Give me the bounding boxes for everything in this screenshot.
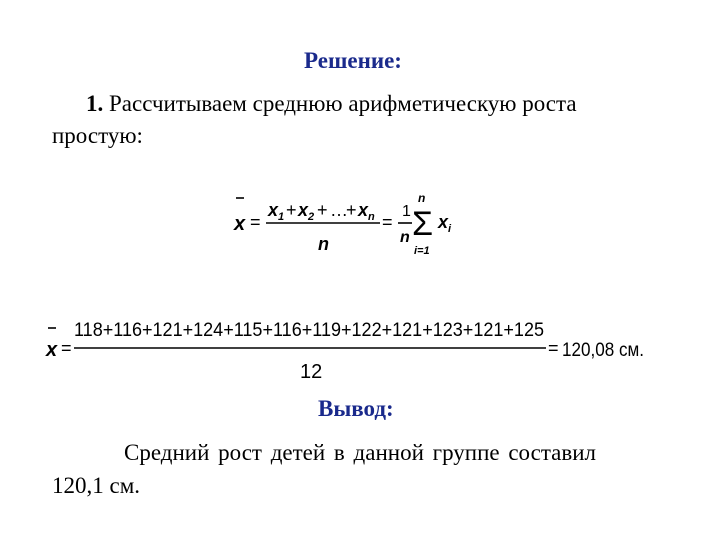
term-n: x (358, 200, 369, 220)
numeric-lhs: x (46, 339, 58, 361)
plus-2: + (317, 200, 328, 220)
one-over-n-numerator: 1 (402, 203, 411, 220)
plus-3: + (346, 200, 357, 220)
numeric-result: 120,08 см. (562, 340, 644, 361)
formula-numerator (267, 200, 375, 223)
equals-sign-2: = (382, 212, 393, 232)
formula-numeric (44, 312, 654, 388)
one-over-n-denominator: n (400, 229, 410, 246)
formula-denominator: n (318, 234, 329, 254)
plus-1: + (286, 200, 297, 220)
numeric-numerator: 118+116+121+124+115+116+119+122+121+123+121+125 (74, 320, 544, 341)
equals-sign: = (250, 212, 261, 232)
formula-general (232, 190, 472, 270)
term-n-sub: n (368, 211, 375, 223)
sum-term-sub: i (448, 223, 452, 235)
ellipsis: … (330, 200, 348, 220)
sum-term: x (438, 212, 449, 232)
numeric-equals-2: = (548, 338, 559, 358)
step-1-line (86, 88, 577, 119)
sum-upper-limit: n (418, 191, 426, 205)
sum-lower-limit: i=1 (414, 245, 430, 257)
conclusion-heading: Вывод: (318, 396, 394, 421)
term-1: x (268, 200, 279, 220)
sigma-icon: Σ (412, 205, 434, 243)
solution-heading: Решение: (304, 48, 402, 73)
numeric-equals: = (61, 338, 72, 358)
step-1-continuation: простую: (52, 123, 143, 148)
formula-lhs: x (234, 213, 246, 235)
step-text: Рассчитываем среднюю арифметическую роста (109, 91, 577, 116)
conclusion-line-2: 120,1 см. (52, 473, 141, 498)
term-2: x (298, 200, 309, 220)
term-2-sub: 2 (308, 211, 315, 223)
numeric-denominator: 12 (300, 361, 323, 383)
term-1-sub: 1 (278, 211, 285, 223)
conclusion-line-1: Средний рост детей в данной группе составил (124, 440, 597, 465)
step-number: 1. (86, 91, 104, 116)
